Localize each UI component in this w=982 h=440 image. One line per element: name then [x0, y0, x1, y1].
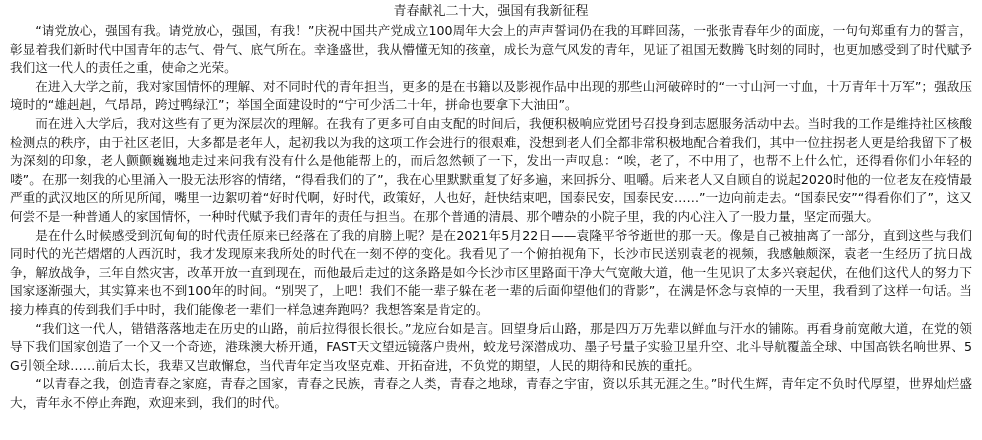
paragraph-3: 而在进入大学后，我对这些有了更为深层次的理解。在我有了更多可自由支配的时间后，我便积极响应党团号召投身到志愿服务活动中去。当时我的工作是维持社区核酸检测点的秩序，由于社区老旧，大多都是老年人，起初我以为我的这项工作会进行的很艰难，没想到老人们全都非常积极地配合着我们，其中一位拄拐老人更是给我留下了极为深刻的印象，老人颤颤巍巍地走过来问我有没有什么是他能帮上的，而后忽然顿了一下，发出一声叹息：“唉，老了，不中用了，也帮不上什么忙，还得看你们小年轻的喽”。在那一刻我的心里涌入一股无法形容的情绪，“得看我们的了”，我在心里默默重复了好多遍，来回拆分、咀嚼。后来老人又自顾自的说起2020时他的一位老友在疫情最严重的武汉地区的所见所闻，嘴里一边絮叨着“好时代啊，好时代，政策好，人也好，赶快结束吧，国泰民安，国泰民安……”一边向前走去。“国泰民安”“得看你们了”，这又何尝不是一种普通人的家国情怀，一种时代赋予我们青年的责任与担当。在那个普通的清晨、那个嘈杂的小院子里，我的内心注入了一股力量，坚定而强大。 [10, 115, 972, 224]
paragraph-2: 在进入大学之前，我对家国情怀的理解、对不同时代的青年担当，更多的是在书籍以及影视作品中出现的那些山河破碎时的“一寸山河一寸血，十万青年十万军”；强敌压境时的“雄赳赳，气昂昂，跨过鸭绿江”；举国全面建设时的“宁可少活二十年，拼命也要拿下大油田”。 [10, 78, 972, 113]
paragraph-6: “以青春之我，创造青春之家庭，青春之国家，青春之民族，青春之人类，青春之地球，青春之宇宙，资以乐其无涯之生。”时代生辉，青年定不负时代厚望，世界灿烂盛大，青年永不停止奔跑，欢迎来到，我们的时代。 [10, 376, 972, 410]
paragraph-5: “我们这一代人，错错落落地走在历史的山路，前后拉得很长很长。”龙应台如是言。回望身后山路，那是四万万先辈以鲜血与汗水的铺陈。再看身前宽敞大道，在党的领导下我们国家创造了一个又一个奇迹，港珠澳大桥开通，FAST天文望远镜落户贵州，蛟龙号深潜成功、墨子号量子实验卫星升空、北斗导航覆盖全球、中国高铁名响世界、5G引领全球……前后太长，我辈又岂敢懈怠，当代青年定当攻坚克难、开拓奋进，不负党的期望，人民的期待和民族的重托。 [10, 320, 972, 373]
paragraph-1: “请党放心，强国有我。请党放心，强国，有我！”庆祝中国共产党成立100周年大会上的声声誓词仍在我的耳畔回荡，一张张青春年少的面庞，一句句郑重有力的誓言，彰显着我们新时代中国青年的志气、骨气、底气所在。幸逢盛世，我从懵懂无知的孩童，成长为意气风发的青年，见证了祖国无数腾飞时刻的同时，也更加感受到了时代赋予我们这一代人的责任之重，使命之光荣。 [10, 23, 972, 76]
document-title: 青春献礼二十大，强国有我新征程 [393, 4, 589, 19]
paragraph-4: 是在什么时候感受到沉甸甸的时代责任原来已经落在了我的肩膀上呢？是在2021年5月22日——袁隆平爷爷逝世的那一天。像是自己被抽离了一部分，直到这些与我们同时代的光芒熠熠的人西沉时，我才发现原来我所处的时代在一刻不停的变化。我看见了一个俯拍视角下，长沙市民送别袁老的视频，我感触颇深，袁老一生经历了抗日战争，解放战争，三年自然灾害，改革开放一直到现在，而他最后走过的这条路是如今长沙市区里路面干净大气宽敞大道，他一生见识了太多兴衰起伏，在他们这代人的努力下国家逐渐强大，其实算来也不到100年的时间。“别哭了，上吧！我们不能一辈子躲在老一辈的后面仰望他们的背影”，在满是怀念与哀悼的一天里，我看到了这样一句话。当接力棒真的传到我们手中时，我们能像老一辈们一样急速奔跑吗？我想答案是肯定的。 [10, 227, 972, 317]
